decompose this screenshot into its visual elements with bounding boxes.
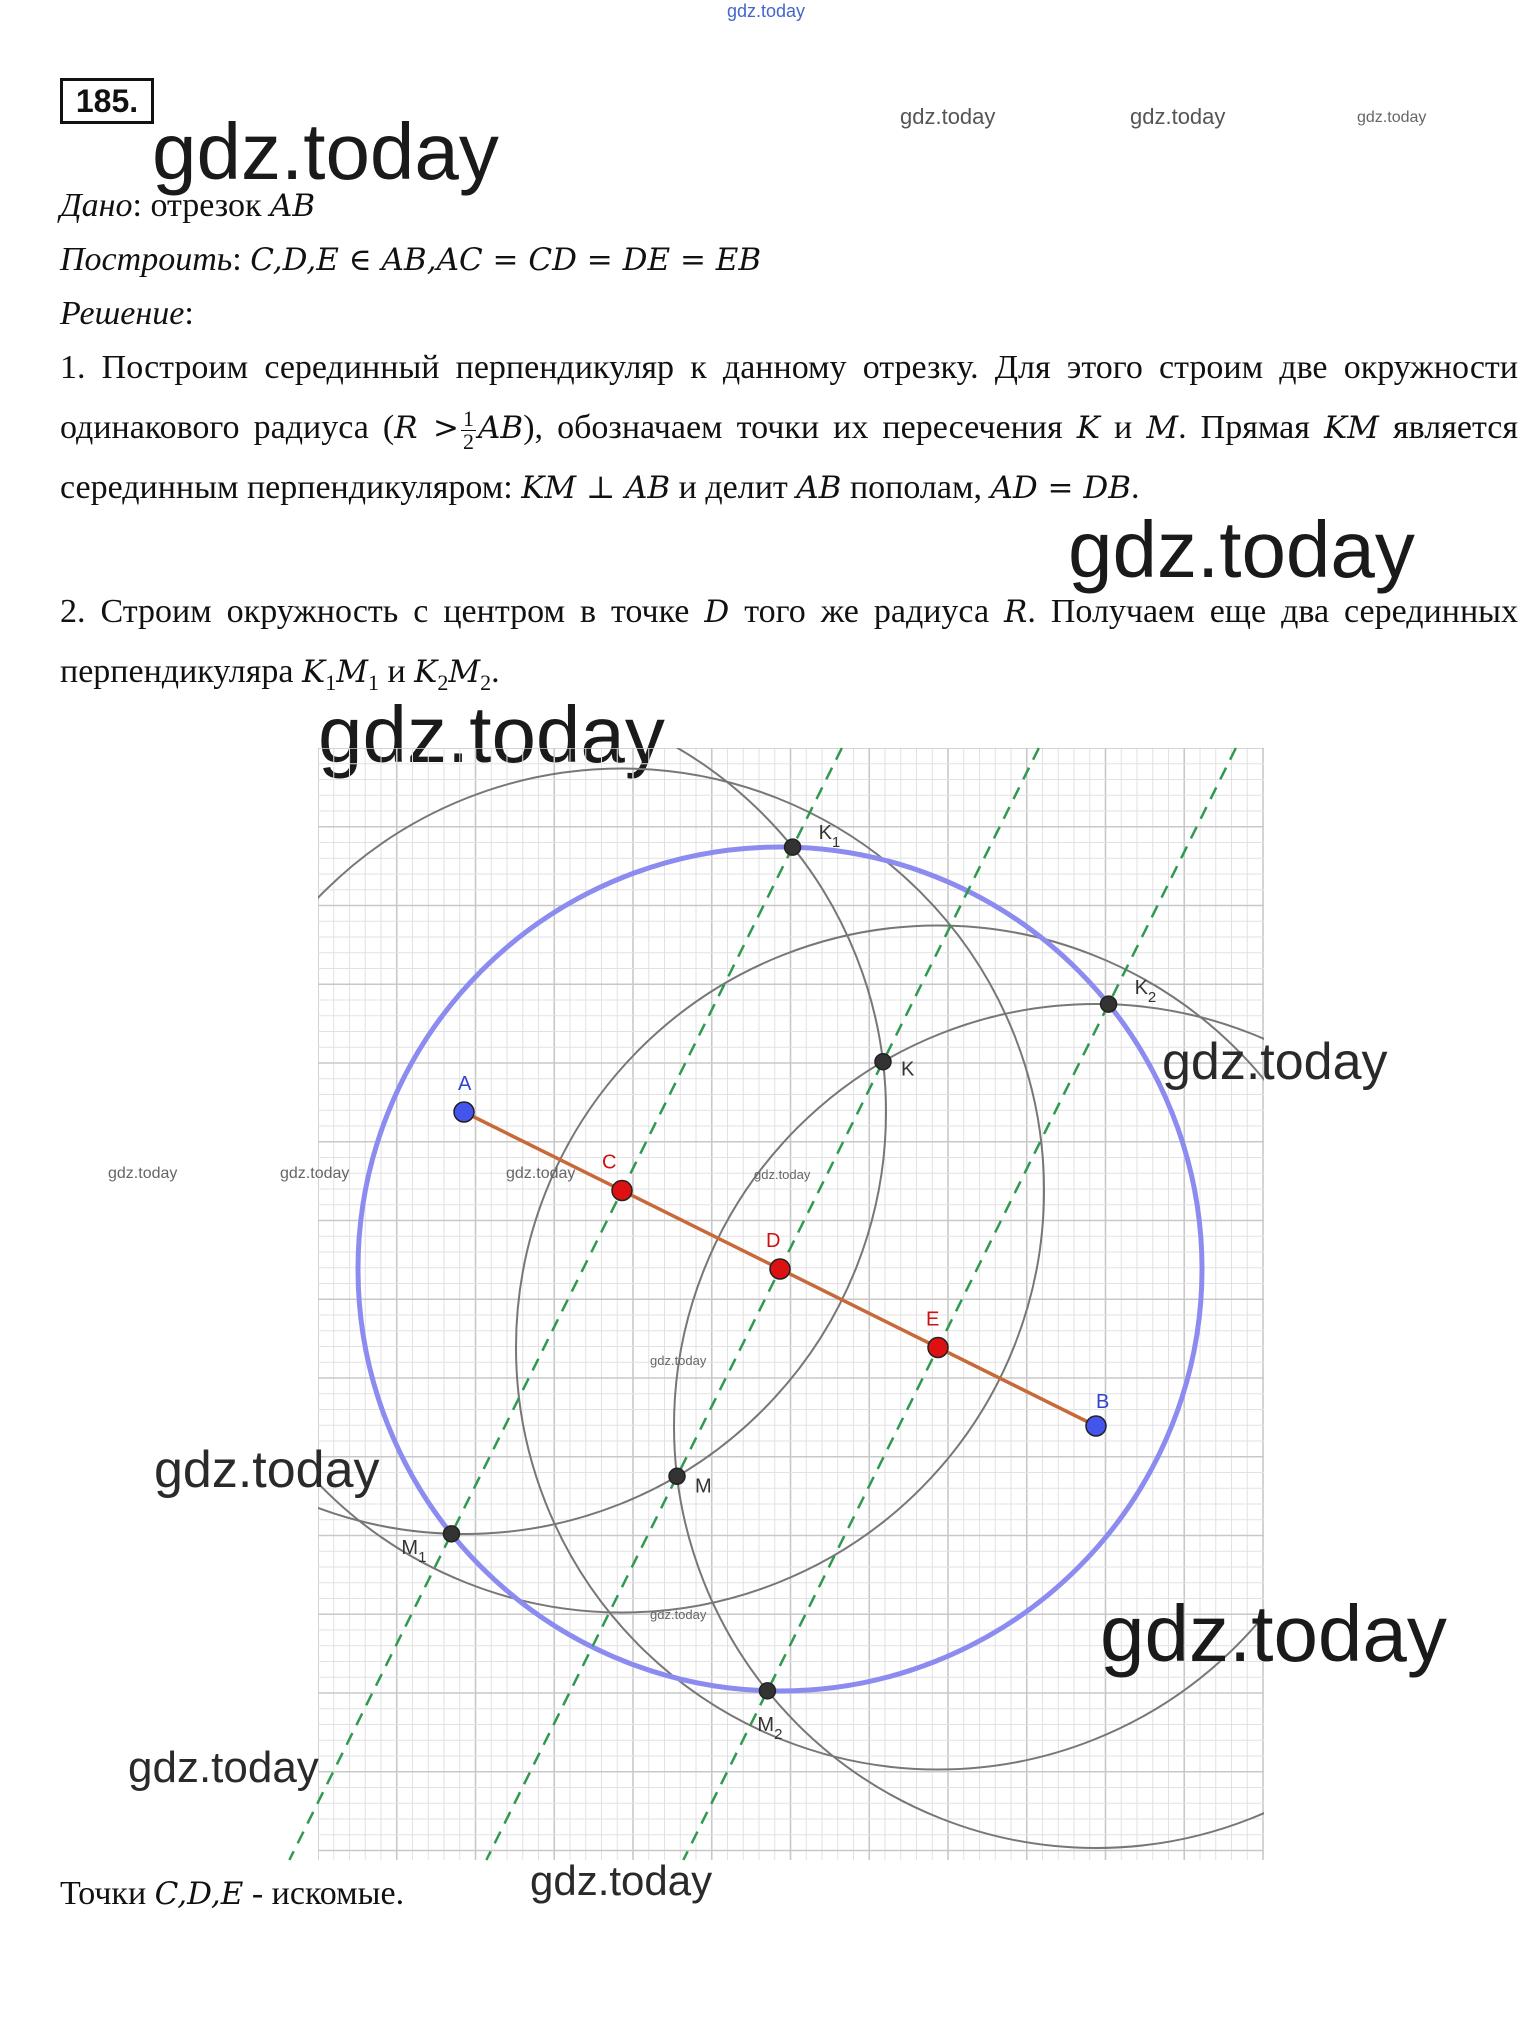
step2-text: . xyxy=(491,653,500,690)
point-c xyxy=(612,1181,632,1201)
construct-text: : xyxy=(232,241,251,278)
watermark: gdz.today xyxy=(154,1441,380,1499)
given-text: : отрезок xyxy=(132,187,271,224)
label-b: B xyxy=(1096,1391,1110,1413)
label-c: C xyxy=(602,1151,617,1174)
label-m1: $M_1$ xyxy=(401,1536,427,1566)
step1-math: AB xyxy=(478,410,524,446)
step2-math: D xyxy=(704,594,730,630)
frac-num: 1 xyxy=(463,405,475,431)
label-k1: $K_1$ xyxy=(818,822,841,852)
watermark: gdz.today xyxy=(900,104,996,129)
label-m2: $M_2$ xyxy=(757,1713,783,1743)
conclusion-line xyxy=(60,1872,404,1916)
label-k2-sub: 2 xyxy=(1147,989,1157,1007)
given-label: Дано xyxy=(60,187,133,224)
watermark: gdz.today xyxy=(754,1167,811,1182)
watermark: gdz.today xyxy=(1357,109,1427,126)
point-k2 xyxy=(1101,996,1117,1012)
step2-math: R xyxy=(1004,594,1028,630)
label-a: A xyxy=(458,1073,472,1095)
step2-math: M xyxy=(448,654,481,690)
step1-text: пополам, xyxy=(841,469,991,506)
solution-label: Решение xyxy=(60,295,185,332)
step2-text: . Получаем еще два серединных перпендикуляра xyxy=(60,593,1519,690)
watermark: gdz.today xyxy=(108,1165,178,1182)
label-e: E xyxy=(926,1308,940,1331)
point-k1 xyxy=(785,839,801,855)
step2-sub: 1 xyxy=(325,669,337,695)
label-m1-sub: 1 xyxy=(418,1548,427,1566)
watermark: gdz.today xyxy=(1130,104,1226,129)
watermark: gdz.today xyxy=(506,1165,576,1182)
step1-math: AD = DB xyxy=(990,470,1132,506)
conclusion-math: C,D,E xyxy=(154,1876,244,1912)
label-m: M xyxy=(695,1475,712,1498)
step1-math: R > xyxy=(394,410,460,446)
step2-text: 2. Строим окружность с центром в точке xyxy=(60,593,705,630)
watermark: gdz.today xyxy=(1162,1033,1388,1091)
watermark: gdz.today xyxy=(1100,1589,1447,1678)
watermark: gdz.today xyxy=(530,1857,713,1904)
solution-colon: : xyxy=(184,295,194,332)
step1-math: AB xyxy=(796,470,842,506)
label-m2-sub: 2 xyxy=(774,1725,783,1743)
label-k2: $K_2$ xyxy=(1134,977,1157,1007)
point-k xyxy=(875,1054,891,1070)
watermark: gdz.today xyxy=(650,1607,707,1622)
step1-text: 1. Построим серединный перпендикуляр к данному отрезку. Для этого строим две окружности одинакового радиуса ( xyxy=(60,349,1518,446)
step1-text: и делит xyxy=(670,469,797,506)
step2-text: того же радиуса xyxy=(729,593,1005,630)
point-a xyxy=(454,1102,474,1122)
watermark: gdz.today xyxy=(1068,505,1415,594)
conclusion-text: Точки xyxy=(60,1875,155,1912)
problem-number: 185. xyxy=(60,78,154,124)
frac-den: 2 xyxy=(463,428,475,454)
step1-text: ), обозначаем точки их пересечения xyxy=(523,409,1077,446)
step1-text: является серединным перпендикуляром: xyxy=(60,409,1518,506)
given-math: AB xyxy=(270,188,316,224)
watermark: gdz.today xyxy=(280,1165,350,1182)
watermark: gdz.today xyxy=(650,1353,707,1368)
conclusion-text: - искомые. xyxy=(243,1875,405,1912)
step2-sub: 1 xyxy=(367,669,379,695)
watermark: gdz.today xyxy=(128,1743,319,1792)
step1-math: KM ⊥ AB xyxy=(521,470,671,506)
label-d: D xyxy=(766,1230,781,1252)
point-m1 xyxy=(443,1526,459,1542)
step2-sub: 2 xyxy=(480,669,492,695)
step2-math: K xyxy=(414,654,438,690)
step1-math: KM xyxy=(1324,410,1379,446)
construct-label: Построить xyxy=(60,241,233,278)
step2-math: M xyxy=(336,654,368,690)
point-m xyxy=(669,1468,685,1484)
watermark: gdz.today xyxy=(152,107,499,196)
point-b xyxy=(1086,1416,1106,1436)
label-k1-sub: 1 xyxy=(831,834,841,852)
step1-text: и xyxy=(1099,409,1147,446)
step1-math: K xyxy=(1076,410,1100,446)
point-e xyxy=(928,1338,948,1358)
step2-text: и xyxy=(378,653,415,690)
watermark-top: gdz.today xyxy=(727,1,806,21)
label-k: K xyxy=(900,1058,915,1081)
point-d xyxy=(770,1259,790,1279)
step1-text: . Прямая xyxy=(1178,409,1324,446)
step1-math: M xyxy=(1146,410,1179,446)
step1-text: . xyxy=(1131,469,1140,506)
point-m2 xyxy=(759,1683,775,1699)
watermark: gdz.today xyxy=(318,690,665,779)
step2-math: K xyxy=(302,654,326,690)
construct-math: C,D,E ∈ AB,AC = CD = DE = EB xyxy=(250,242,762,278)
step2-sub: 2 xyxy=(437,669,449,695)
